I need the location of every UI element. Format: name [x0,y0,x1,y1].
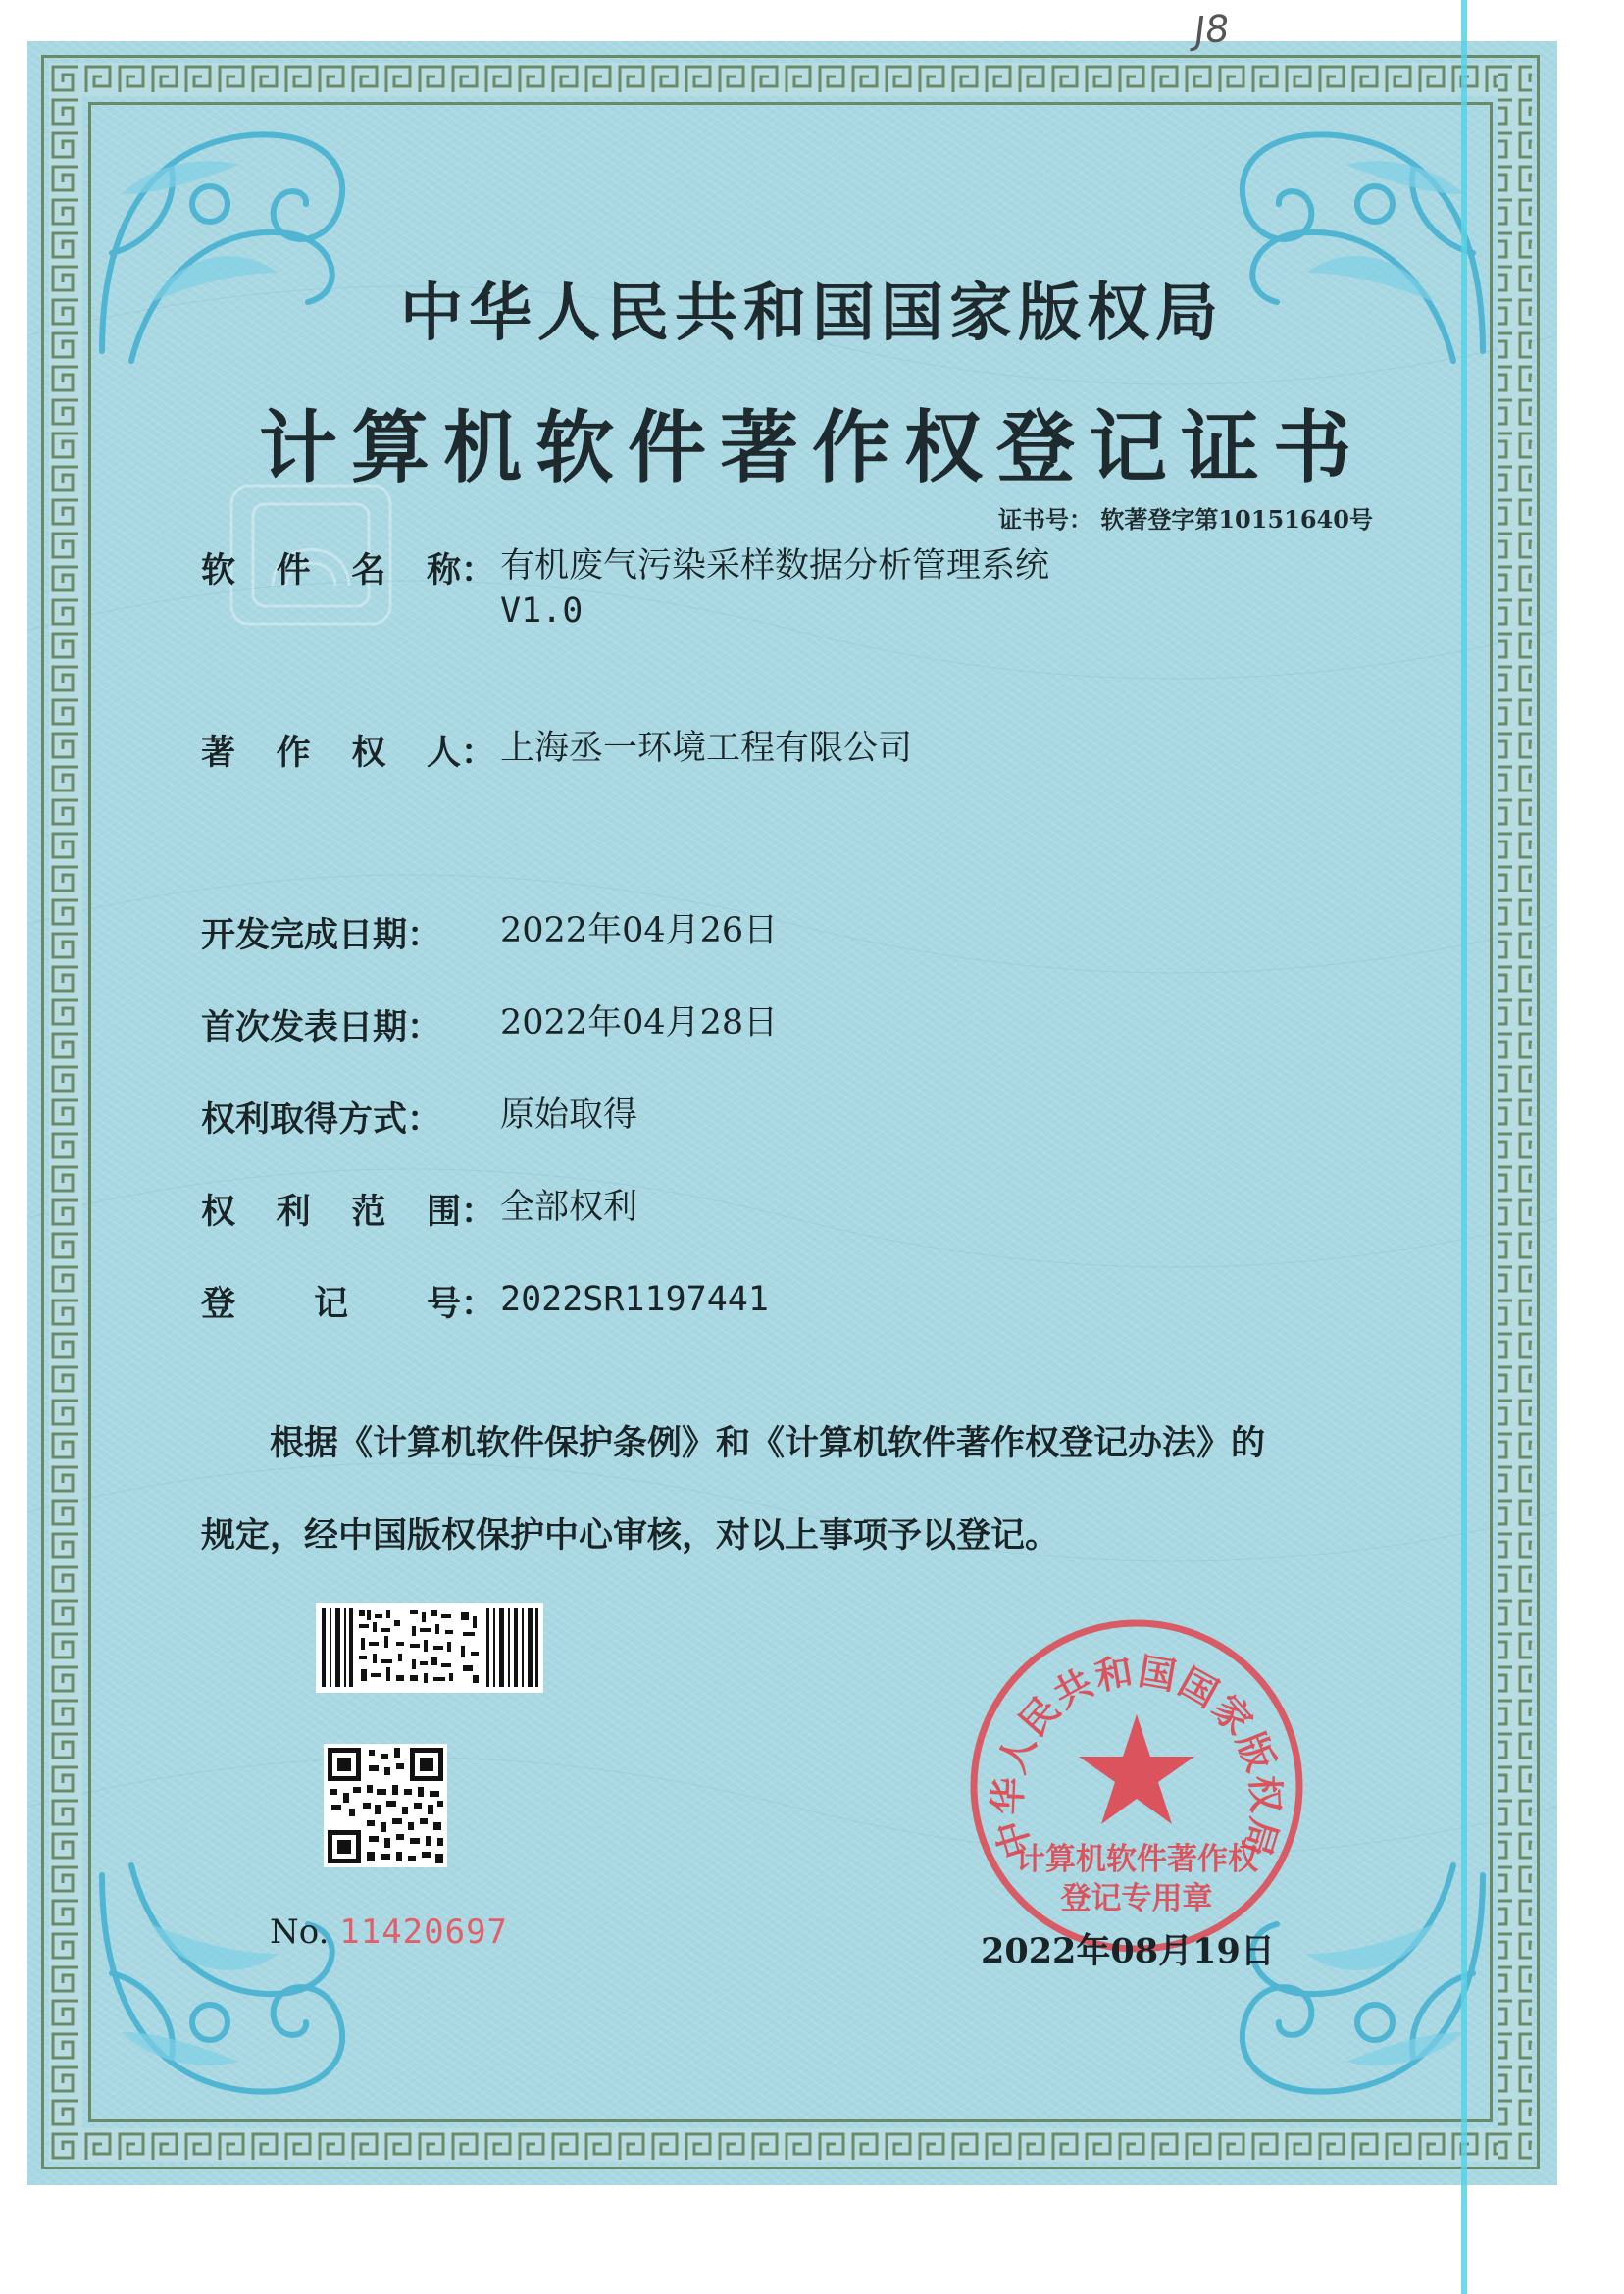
seal-outer-text: 中华人民共和国国家版权局 [986,1649,1288,1863]
field-label: 权利取得方式： [201,1099,442,1140]
field-value: 2022年04月28日 [500,1003,779,1043]
field-registration-number [201,1277,769,1332]
official-seal [963,1612,1310,1960]
security-barcode [316,1603,543,1693]
field-value: 2022SR1197441 [500,1280,769,1319]
seal-inner-line-2: 登记专用章 [1060,1881,1213,1916]
legal-basis-line-1: 根据《计算机软件保护条例》和《计算机软件著作权登记办法》的 [270,1423,1266,1463]
field-label: 首次发表日期： [201,1007,442,1047]
field-label: 著 作 权 人： [201,733,495,773]
handwritten-annotation: J8 [1193,6,1231,53]
corner-ornament-bottom-left [92,1856,386,2120]
field-acquisition-method [201,1093,637,1147]
field-label: 开发完成日期： [201,915,442,955]
certificate-number: 证书号： 软著登字第10151640号 [998,505,1373,534]
star-icon [1079,1714,1194,1824]
certificate-title: 计算机软件著作权登记证书 [259,402,1365,493]
issue-date: 2022年08月19日 [981,1931,1275,1971]
qr-code [324,1744,447,1867]
seal-inner-line-1: 计算机软件著作权 [1015,1842,1258,1877]
field-copyright-holder [201,726,912,781]
field-publication-date [201,1000,778,1055]
field-label: 软 件 名 称： [201,550,495,590]
field-value: 有机废气污染采样数据分析管理系统 V1.0 [500,546,1050,631]
field-rights-scope [201,1185,637,1240]
field-value: 原始取得 [500,1096,638,1135]
field-value: 2022年04月26日 [500,911,779,950]
serial-number: No. 11420697 [270,1912,509,1952]
field-label: 登 记 号： [201,1284,495,1324]
field-value: 全部权利 [500,1188,638,1227]
field-development-date [201,908,778,963]
field-label: 权 利 范 围： [201,1192,495,1232]
field-value: 上海丞一环境工程有限公司 [500,729,913,768]
legal-basis-line-2: 规定，经中国版权保护中心审核，对以上事项予以登记。 [201,1515,1060,1555]
issuing-authority: 中华人民共和国国家版权局 [400,278,1224,350]
field-software-name [201,543,1050,631]
